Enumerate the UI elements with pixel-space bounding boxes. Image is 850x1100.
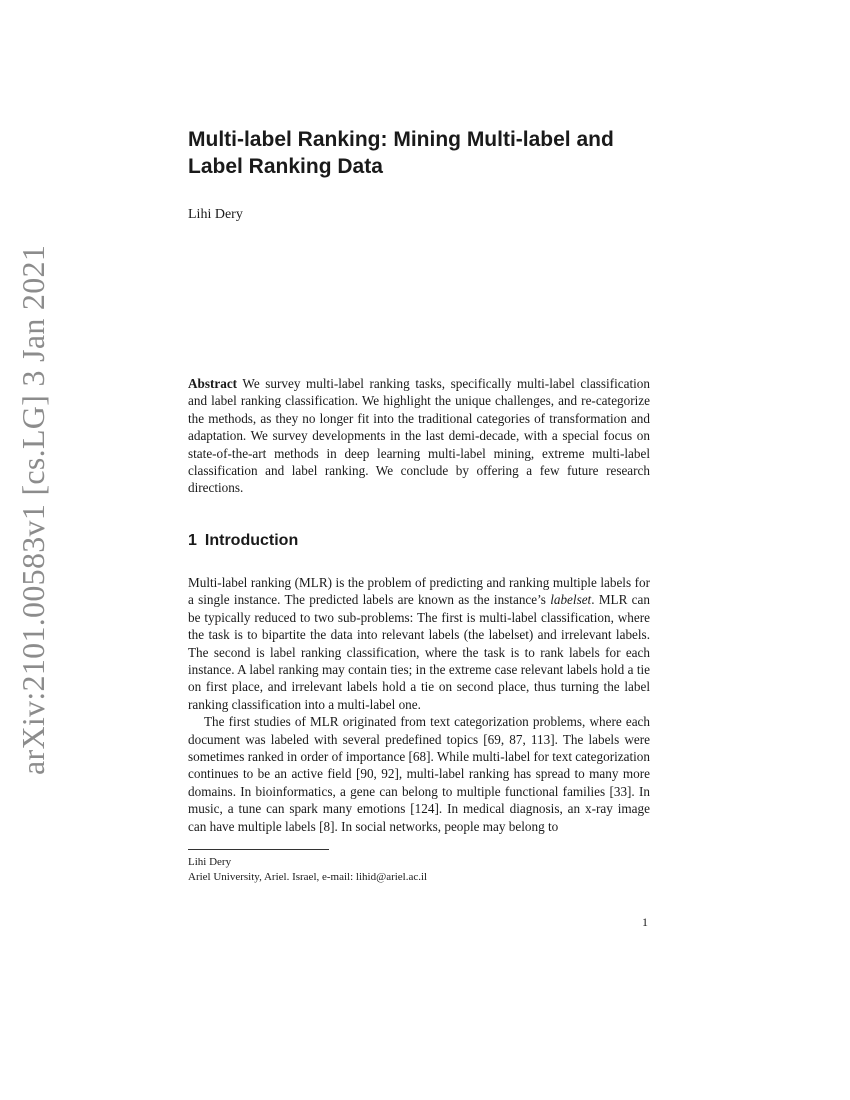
footnote-author: Lihi Dery bbox=[188, 856, 232, 868]
page-number: 1 bbox=[642, 915, 648, 929]
footnote-affiliation: Ariel University, Ariel. Israel, e-mail: lihid@ariel.ac.il bbox=[188, 871, 428, 883]
abstract-label: Abstract bbox=[188, 376, 238, 391]
section-number: 1 bbox=[188, 532, 197, 549]
paragraph-1-part-b: . MLR can be typically reduced to two sub-problems: The first is multi-label classification, where the task is to bipartite the data into relevant labels (the labelset) and irrelevant labels. The second is label ranking classification, where the task is to rank labels for each instance. A label ranking may contain ties; in the extreme case relevant labels hold a tie on first place, and irrelevant labels hold a tie on second place, thus turning the label ranking classification into a multi-label one. bbox=[188, 592, 650, 712]
abstract-text: We survey multi-label ranking tasks, specifically multi-label classification and label ranking classification. We highlight the unique challenges, and re-categorize the methods, as they no longer fit into the traditional categories of transformation and adaptation. We survey developments in the last demi-decade, with a special focus on state-of-the-art methods in deep learning multi-label mining, extreme multi-label classification and label ranking. We conclude by offering a few future research directions. bbox=[188, 376, 650, 496]
paragraph-1 bbox=[188, 574, 650, 713]
abstract-block bbox=[188, 375, 650, 497]
paragraph-2: The first studies of MLR originated from text categorization problems, where each document was labeled with several predefined topics [69, 87, 113]. The labels were sometimes ranked in order of importance [68]. While multi-label for text categorization continues to be an active field [90, 92], multi-label ranking has spread to many more domains. In bioinformatics, a gene can belong to multiple functional families [33]. In music, a tune can spark many emotions [124]. In medical diagnosis, an x-ray image can have multiple labels [8]. In social networks, people may belong to bbox=[188, 714, 650, 834]
paper-title-line-2: Label Ranking Data bbox=[188, 155, 383, 178]
footnote-divider bbox=[188, 849, 329, 850]
arxiv-identifier-stamp: arXiv:2101.00583v1 [cs.LG] 3 Jan 2021 bbox=[15, 244, 51, 775]
paper-title-line-1: Multi-label Ranking: Mining Multi-label and bbox=[188, 128, 614, 151]
paper-title bbox=[188, 126, 658, 180]
body-text bbox=[188, 574, 650, 835]
author-name: Lihi Dery bbox=[188, 207, 243, 222]
section-title: Introduction bbox=[204, 532, 299, 549]
paragraph-1-part-a: Multi-label ranking (MLR) is the problem of predicting and ranking multiple labels for a single instance. The predicted labels are known as the instance’s bbox=[188, 575, 650, 608]
paragraph-1-emphasis: labelset bbox=[550, 592, 592, 608]
footnote bbox=[188, 855, 427, 885]
section-heading bbox=[188, 532, 298, 550]
